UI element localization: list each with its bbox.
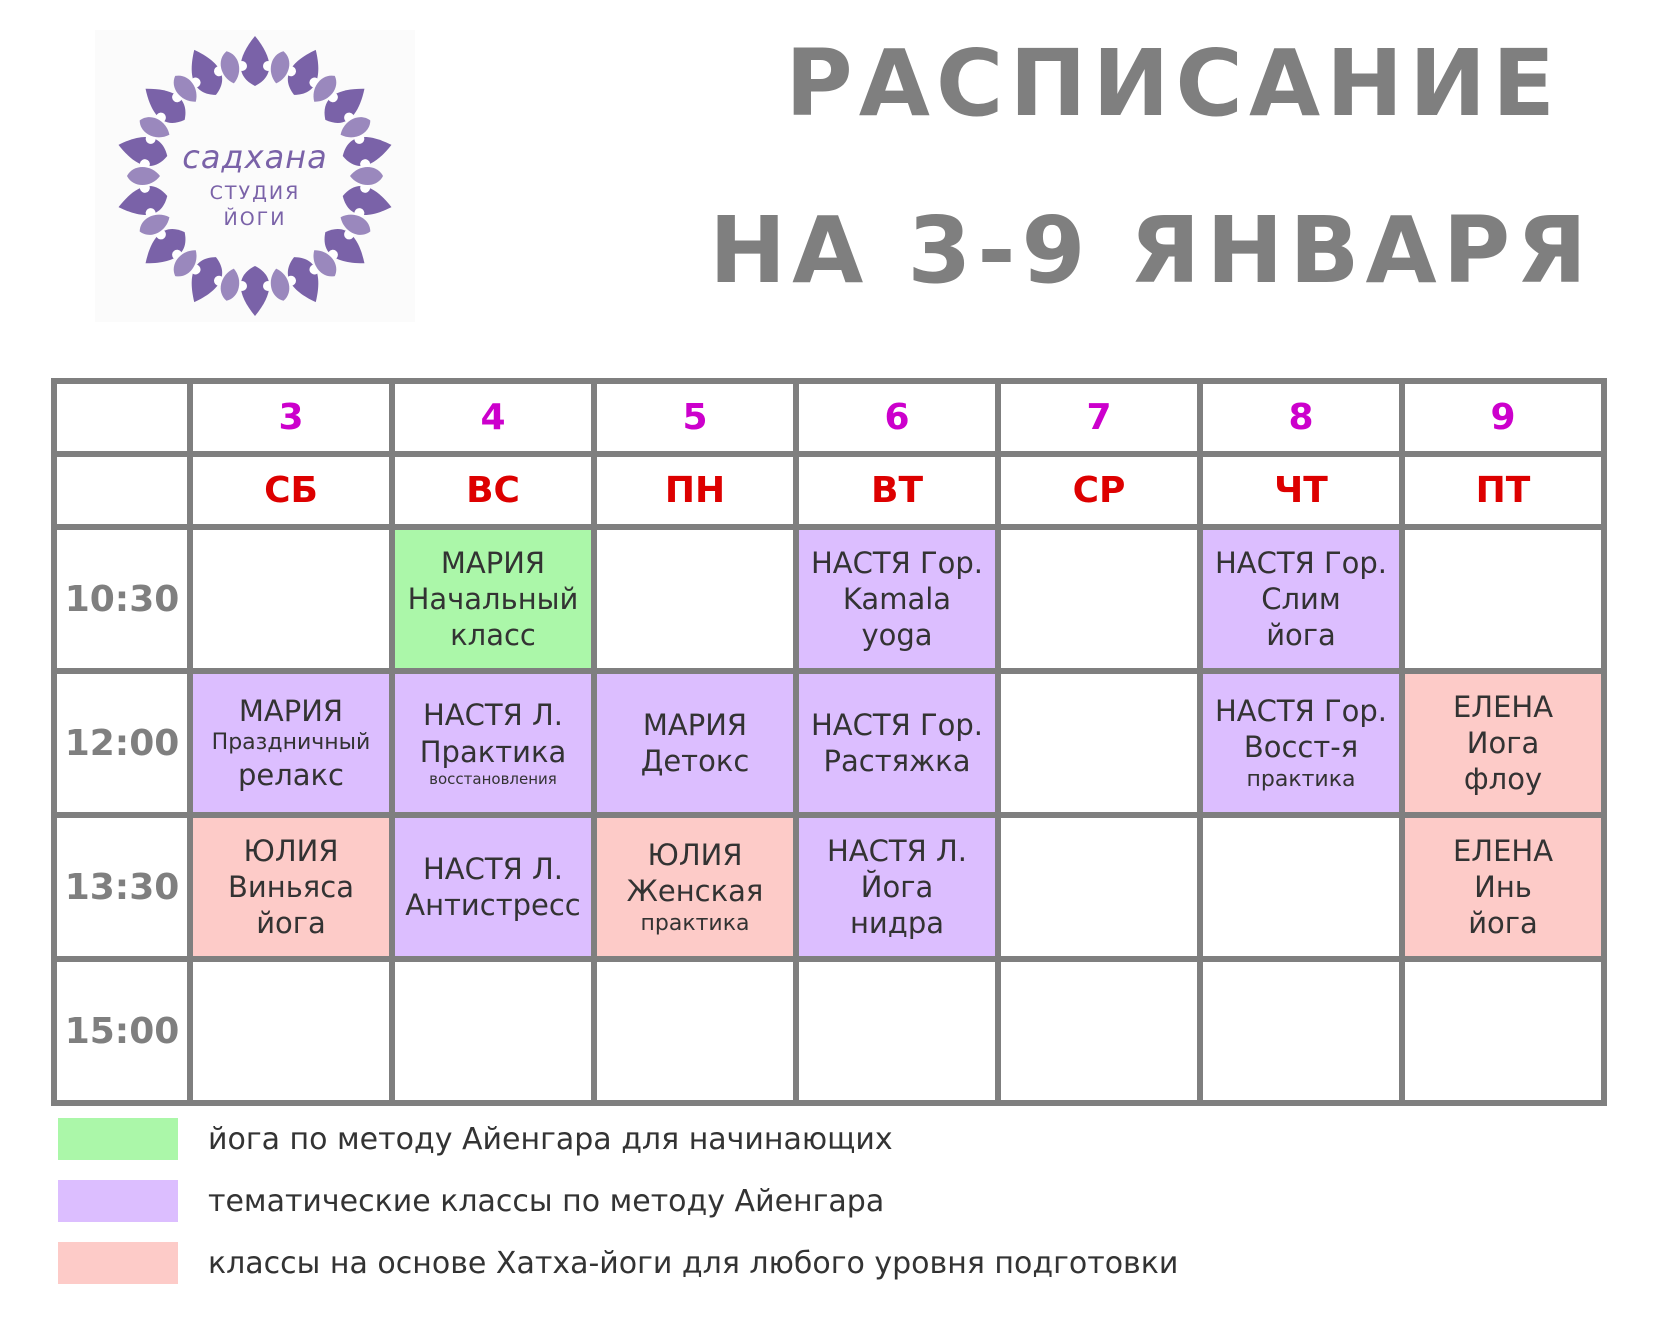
schedule-table [51,378,1607,1106]
weekday-cell: СБ [190,454,392,527]
class-title-line1: Практика [419,734,567,769]
instructor-name: НАСТЯ Л. [422,851,563,886]
class-cell [796,671,998,815]
corner-cell [54,381,190,454]
instructor-name: ЮЛИЯ [647,838,743,872]
class-title-line2: практика [640,910,750,936]
logo-subtitle-line1: СТУДИЯ [209,182,301,204]
class-cell [392,671,594,815]
class-cell [392,527,594,671]
class-title-line2: йога [1266,618,1336,653]
legend-label: йога по методу Айенгара для начинающих [208,1121,893,1157]
page-title-line1: РАСПИСАНИЕ [785,30,1561,137]
time-cell: 10:30 [54,527,190,671]
class-title-line1: Йога [860,869,934,904]
date-cell: 5 [594,381,796,454]
instructor-name: НАСТЯ Гор. [810,707,984,742]
instructor-name: МАРИЯ [440,545,546,580]
class-title-line1: Антистресс [405,888,581,922]
class-cell [1402,671,1604,815]
legend [58,1108,1178,1294]
logo-subtitle-line2: ЙОГИ [223,208,287,230]
date-cell: 9 [1402,381,1604,454]
date-cell: 3 [190,381,392,454]
instructor-name: НАСТЯ Л. [422,698,563,733]
empty-cell [1402,959,1604,1103]
date-cell: 6 [796,381,998,454]
class-title-line2: восстановления [429,769,557,788]
instructor-name: НАСТЯ Гор. [1214,545,1388,580]
legend-item [58,1108,1178,1170]
class-title-line1: Детокс [640,744,750,778]
class-title-line2: йога [1468,906,1538,941]
class-title-line1: Женская [626,874,764,909]
empty-cell [594,959,796,1103]
weekday-row [54,454,1604,527]
class-cell [1200,527,1402,671]
time-slot-row [54,815,1604,959]
empty-cell [1200,815,1402,959]
class-cell [392,815,594,959]
class-title-line2: yoga [861,618,933,653]
legend-item [58,1170,1178,1232]
instructor-name: МАРИЯ [642,707,748,742]
empty-cell [1402,527,1604,671]
empty-cell [998,815,1200,959]
time-slot-row [54,959,1604,1103]
time-slot-row [54,671,1604,815]
date-cell: 7 [998,381,1200,454]
instructor-name: ЮЛИЯ [243,833,339,868]
empty-cell [998,527,1200,671]
class-title-line2: класс [450,618,536,653]
legend-label: классы на основе Хатха-йоги для любого уровня подготовки [208,1245,1179,1281]
mandala-icon [95,30,415,322]
weekday-cell: ВТ [796,454,998,527]
class-title-line1: Восст-я [1243,730,1359,765]
class-title-line1: Растяжка [823,744,971,778]
weekday-cell: ПТ [1402,454,1604,527]
legend-item [58,1232,1178,1294]
time-cell: 12:00 [54,671,190,815]
empty-cell [998,671,1200,815]
class-cell [1402,815,1604,959]
class-cell [190,815,392,959]
legend-swatch [58,1242,178,1284]
time-cell: 15:00 [54,959,190,1103]
empty-cell [190,959,392,1103]
date-cell: 4 [392,381,594,454]
class-cell [594,815,796,959]
instructor-name: ЕЛЕНА [1452,833,1554,868]
logo-name: садхана [182,138,328,176]
date-cell: 8 [1200,381,1402,454]
class-cell [190,671,392,815]
class-title-line1: Kamala [842,581,952,616]
date-row [54,381,1604,454]
studio-logo [95,30,415,322]
page-title-line2: НА 3-9 ЯНВАРЯ [709,197,1593,304]
empty-cell [190,527,392,671]
instructor-name: МАРИЯ [238,694,344,728]
weekday-cell: СР [998,454,1200,527]
class-title-line2: релакс [237,757,345,792]
empty-cell [796,959,998,1103]
class-cell [796,815,998,959]
class-cell [1200,671,1402,815]
instructor-name: ЕЛЕНА [1452,689,1554,724]
time-cell: 13:30 [54,815,190,959]
class-title-line1: Инь [1474,869,1532,904]
class-title-line1: Виньяса [228,869,354,904]
class-cell [796,527,998,671]
weekday-cell: ВС [392,454,594,527]
weekday-cell: ЧТ [1200,454,1402,527]
empty-cell [392,959,594,1103]
time-slot-row [54,527,1604,671]
class-title-line1: Слим [1261,581,1341,616]
class-cell [594,671,796,815]
empty-cell [1200,959,1402,1103]
class-title-line1: Иога [1466,725,1540,760]
legend-swatch [58,1180,178,1222]
class-title-line1: Начальный [407,581,579,616]
legend-swatch [58,1118,178,1160]
empty-cell [998,959,1200,1103]
corner-cell [54,454,190,527]
weekday-cell: ПН [594,454,796,527]
instructor-name: НАСТЯ Гор. [810,545,984,580]
class-title-line1: Праздничный [211,730,371,756]
class-title-line2: йога [256,906,326,941]
class-title-line2: практика [1246,766,1356,792]
class-title-line2: флоу [1463,762,1543,797]
instructor-name: НАСТЯ Л. [826,833,967,868]
class-title-line2: нидра [849,906,945,941]
empty-cell [594,527,796,671]
legend-label: тематические классы по методу Айенгара [208,1183,885,1219]
instructor-name: НАСТЯ Гор. [1214,694,1388,728]
